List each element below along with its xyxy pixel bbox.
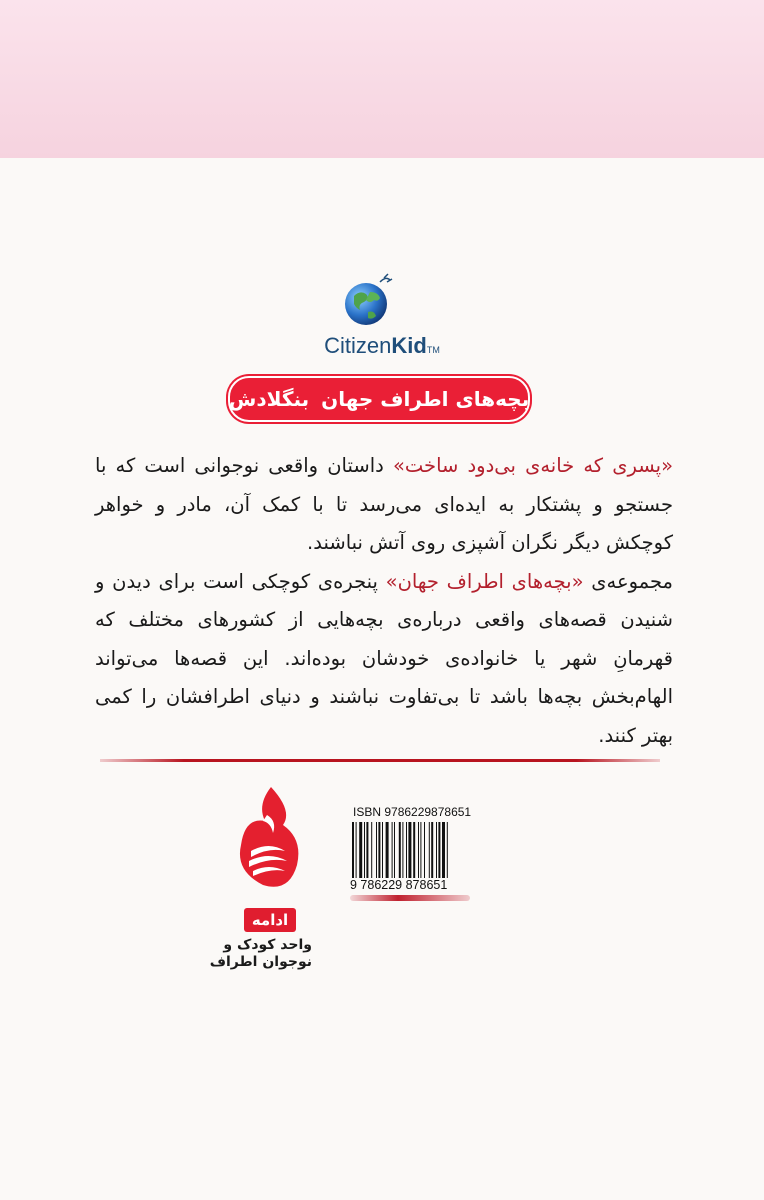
- back-cover-description: [95, 447, 673, 755]
- barcode-bar: [424, 822, 425, 878]
- description-p1-text: داستان واقعی نوجوانی است که با جستجو و پشتکار به ایده‌ای می‌رسد تا با کمک آن، مادر و خواهر کوچکش دیگر نگران آشپزی روی آتش نباشند.: [95, 454, 673, 554]
- barcode-bar: [431, 822, 433, 878]
- publisher-name: ادامه: [244, 908, 296, 932]
- barcode-bar: [392, 822, 393, 878]
- globe-icon: [340, 270, 400, 330]
- barcode-bar: [399, 822, 401, 878]
- barcode-bar: [382, 822, 383, 878]
- barcode-bar: [371, 822, 372, 878]
- isbn-barcode: [352, 822, 476, 878]
- isbn-label: ISBN 9786229878651: [353, 805, 472, 819]
- publisher-flame-logo: [237, 785, 301, 895]
- barcode-bar: [352, 822, 354, 878]
- book-title-quote: «پسری که خانه‌ی بی‌دود ساخت»: [392, 454, 673, 477]
- barcode-bar: [376, 822, 377, 878]
- red-brush-mark: [350, 895, 470, 901]
- barcode-bar: [447, 822, 448, 878]
- barcode-bar: [394, 822, 395, 878]
- description-paragraph-2: [95, 563, 673, 756]
- barcode-bar: [378, 822, 380, 878]
- brand-name-part1: Citizen: [324, 333, 392, 358]
- barcode-bar: [442, 822, 445, 878]
- barcode-bar: [386, 822, 389, 878]
- description-p2-text: پنجره‌ی کوچکی است برای دیدن و شنیدن قصه‌های واقعی درباره‌ی بچه‌هایی از کشورهای مختلف که قهرمانِ شهر یا خانواده‌ی خودشان بوده‌اند. این قصه‌ها می‌تواند الهام‌بخش بچه‌ها باشد تا بی‌تفاوت نباشند و دنیای اطرافشان را کمی بهتر کنند.: [95, 569, 673, 747]
- pink-top-band: [0, 0, 764, 158]
- barcode-bar: [366, 822, 368, 878]
- barcode-bar: [402, 822, 403, 878]
- citizenkid-logo: [0, 333, 764, 359]
- series-title-quote: «بچه‌های اطراف جهان»: [385, 569, 584, 593]
- publisher-subtitle-line-1: واحد کودک و: [223, 937, 312, 953]
- barcode-bar: [420, 822, 421, 878]
- publisher-subtitle-line-2: نوجوان اطراف: [209, 954, 312, 970]
- barcode-bar: [436, 822, 437, 878]
- barcode-bar: [429, 822, 430, 878]
- isbn-digits: 9 786229 878651: [350, 878, 448, 892]
- series-banner: [228, 376, 530, 422]
- barcode-bar: [408, 822, 411, 878]
- barcode-bar: [406, 822, 407, 878]
- divider-line: [100, 759, 660, 762]
- barcode-bar: [438, 822, 440, 878]
- brand-name-part2: Kid: [391, 333, 427, 358]
- series-title: بچه‌های اطراف جهان: [321, 387, 530, 411]
- barcode-bar: [418, 822, 419, 878]
- barcode-bar: [413, 822, 415, 878]
- description-paragraph-1: [95, 447, 673, 563]
- barcode-bar: [356, 822, 357, 878]
- barcode-bar: [364, 822, 365, 878]
- barcode-bar: [359, 822, 362, 878]
- brand-tm: TM: [426, 345, 440, 355]
- publisher-subtitle: [209, 937, 312, 971]
- description-p2-start: مجموعه‌ی: [583, 569, 673, 593]
- series-country: بنگلادش: [228, 387, 310, 411]
